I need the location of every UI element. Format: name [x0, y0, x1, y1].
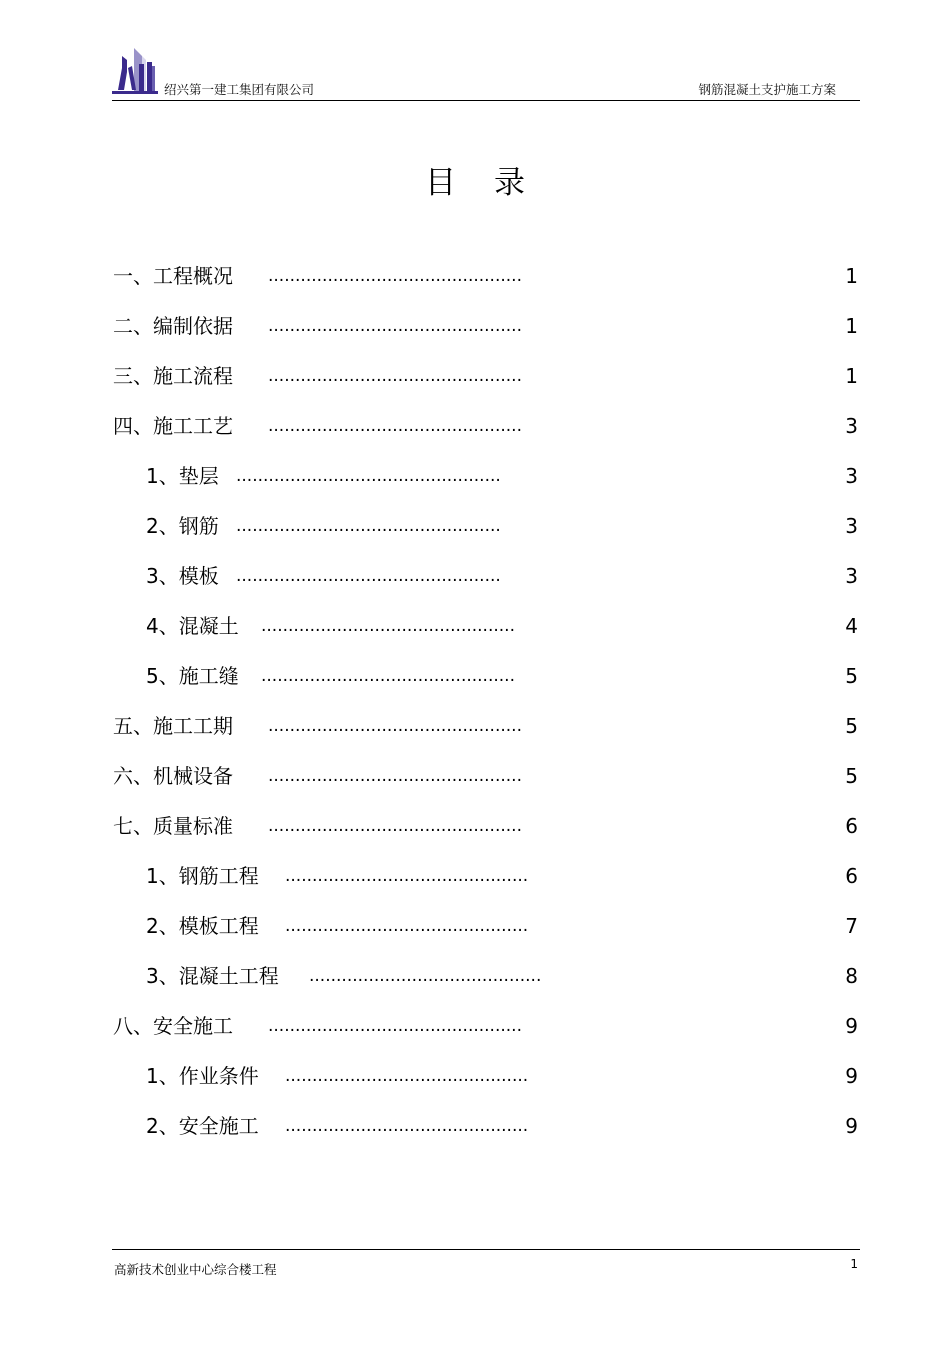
footer-divider: [112, 1249, 860, 1250]
toc-dot-leader: ...............................................: [268, 266, 522, 286]
footer-page-number: 1: [850, 1257, 858, 1271]
toc-entry-label: 八、安全施工: [113, 1014, 233, 1038]
company-logo-icon: [112, 46, 158, 94]
toc-entry-4-2[interactable]: [113, 508, 860, 558]
toc-entry-label: 2、钢筋: [146, 514, 219, 538]
toc-dot-leader: .............................................: [285, 1116, 529, 1136]
toc-dot-leader: .............................................: [285, 1066, 529, 1086]
toc-dot-leader: ...............................................: [268, 766, 522, 786]
toc-entry-1[interactable]: [113, 258, 860, 308]
toc-entry-label: 三、施工流程: [113, 364, 233, 388]
toc-dot-leader: .................................................: [236, 566, 501, 586]
toc-dot-leader: .................................................: [236, 516, 501, 536]
toc-entry-label: 2、安全施工: [146, 1114, 259, 1138]
toc-dot-leader: .................................................: [236, 466, 501, 486]
toc-entry-label: 1、作业条件: [146, 1064, 259, 1088]
toc-entry-4-4[interactable]: [113, 608, 860, 658]
toc-entry-label: 一、工程概况: [113, 264, 233, 288]
toc-entry-label: 五、施工工期: [113, 714, 233, 738]
toc-entry-label: 六、机械设备: [113, 764, 233, 788]
toc-entry-3[interactable]: [113, 358, 860, 408]
toc-entry-label: 四、施工工艺: [113, 414, 233, 438]
toc-page-number: 9: [845, 1014, 858, 1038]
toc-page-number: 5: [845, 664, 858, 688]
toc-entry-label: 2、模板工程: [146, 914, 259, 938]
toc-page-number: 6: [845, 814, 858, 838]
toc-entry-4[interactable]: [113, 408, 860, 458]
toc-entry-label: 3、混凝土工程: [146, 964, 279, 988]
toc-entry-8-2[interactable]: [113, 1108, 860, 1158]
toc-dot-leader: .............................................: [285, 916, 529, 936]
toc-page-number: 6: [845, 864, 858, 888]
page-title: 目录: [425, 165, 563, 201]
company-name: 绍兴第一建工集团有限公司: [164, 82, 315, 97]
toc-entry-4-1[interactable]: [113, 458, 860, 508]
toc-dot-leader: ...............................................: [261, 616, 515, 636]
toc-entry-6[interactable]: [113, 758, 860, 808]
toc-dot-leader: ...............................................: [268, 716, 522, 736]
toc-entry-7-2[interactable]: [113, 908, 860, 958]
toc-page-number: 7: [845, 914, 858, 938]
toc-page-number: 5: [845, 714, 858, 738]
toc-entry-8-1[interactable]: [113, 1058, 860, 1108]
toc-dot-leader: ...............................................: [268, 416, 522, 436]
toc-dot-leader: ...............................................: [268, 366, 522, 386]
toc-page-number: 5: [845, 764, 858, 788]
toc-dot-leader: ...............................................: [268, 1016, 522, 1036]
toc-dot-leader: ...........................................: [309, 966, 542, 986]
toc-entry-8[interactable]: [113, 1008, 860, 1058]
toc-page-number: 3: [845, 514, 858, 538]
toc-entry-label: 二、编制依据: [113, 314, 233, 338]
toc-page-number: 4: [845, 614, 858, 638]
document-title-header: 钢筋混凝土支护施工方案: [698, 82, 836, 97]
toc-page-number: 3: [845, 414, 858, 438]
toc-entry-label: 4、混凝土: [146, 614, 239, 638]
page-header: [112, 44, 860, 102]
toc-page-number: 1: [845, 364, 858, 388]
toc-page-number: 8: [845, 964, 858, 988]
toc-entry-5[interactable]: [113, 708, 860, 758]
toc-entry-7-1[interactable]: [113, 858, 860, 908]
toc-entry-7[interactable]: [113, 808, 860, 858]
toc-entry-label: 3、模板: [146, 564, 219, 588]
toc-entry-7-3[interactable]: [113, 958, 860, 1008]
toc-page-number: 1: [845, 264, 858, 288]
footer-project-name: 高新技术创业中心综合楼工程: [114, 1262, 277, 1277]
toc-page-number: 9: [845, 1064, 858, 1088]
toc-page-number: 3: [845, 564, 858, 588]
header-divider: [112, 100, 860, 101]
toc-entry-label: 1、钢筋工程: [146, 864, 259, 888]
toc-page-number: 1: [845, 314, 858, 338]
toc-dot-leader: ...............................................: [268, 816, 522, 836]
toc-entry-label: 5、施工缝: [146, 664, 239, 688]
toc-dot-leader: .............................................: [285, 866, 529, 886]
toc-entry-4-5[interactable]: [113, 658, 860, 708]
toc-entry-label: 七、质量标准: [113, 814, 233, 838]
toc-page-number: 9: [845, 1114, 858, 1138]
toc-dot-leader: ...............................................: [261, 666, 515, 686]
toc-entry-2[interactable]: [113, 308, 860, 358]
toc-dot-leader: ...............................................: [268, 316, 522, 336]
toc-entry-label: 1、垫层: [146, 464, 219, 488]
toc-page-number: 3: [845, 464, 858, 488]
toc-entry-4-3[interactable]: [113, 558, 860, 608]
table-of-contents: [113, 258, 860, 1158]
